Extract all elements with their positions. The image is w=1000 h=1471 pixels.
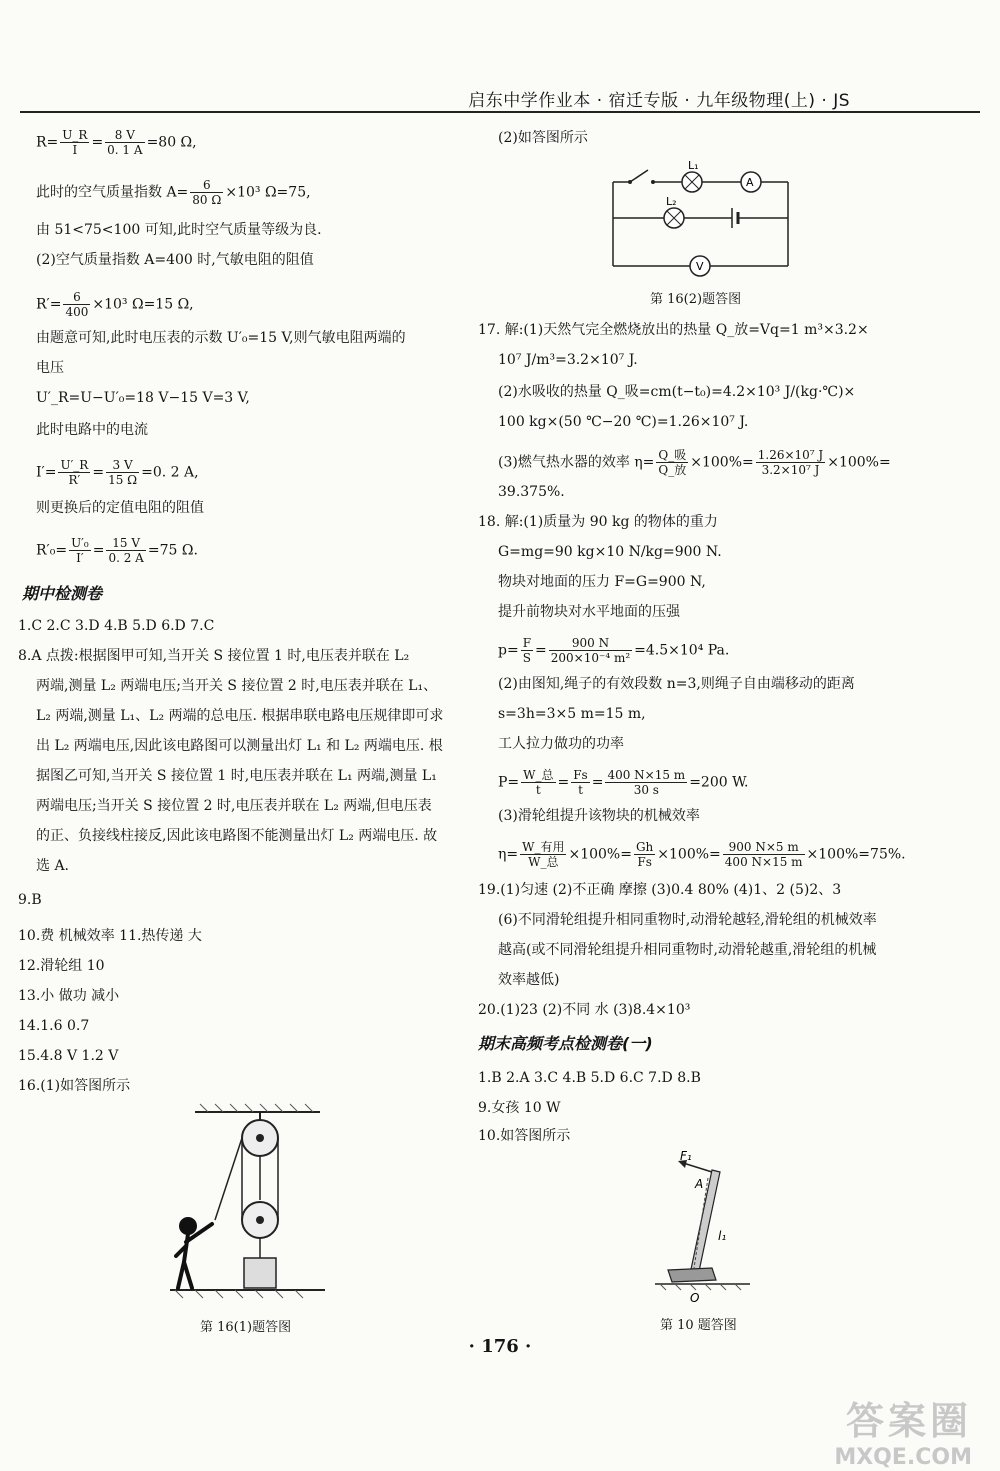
eq-text: I′= [36, 464, 57, 481]
text-line: 则更换后的定值电阻的阻值 [36, 500, 204, 516]
answer-line: 出 L₂ 两端电压,因此该电路图可以测量出灯 L₁ 和 L₂ 两端电压. 根 [36, 738, 443, 754]
eq-text: = [535, 642, 547, 659]
answer-line: 20.(1)23 (2)不同 水 (3)8.4×10³ [478, 1002, 691, 1018]
numerator: W_总 [523, 768, 554, 782]
eq-power [498, 768, 749, 797]
fraction [605, 768, 687, 797]
numerator: W_有用 [522, 840, 565, 854]
fraction [634, 840, 655, 869]
voltmeter [690, 256, 710, 276]
eq-text: ×10³ Ω=15 Ω, [92, 296, 194, 313]
denominator: 15 Ω [108, 473, 138, 487]
answer-line: (2)水吸收的热量 Q_吸=cm(t−t₀)=4.2×10³ J/(kg·℃)× [498, 384, 856, 400]
lever-figure [650, 1150, 760, 1310]
watermark-text: 答案圈 [845, 1399, 972, 1443]
answer-line: 17. 解:(1)天然气完全燃烧放出的热量 Q_放=Vq=1 m³×3.2× [478, 322, 869, 338]
eq-text: ×10³ Ω=75, [225, 184, 311, 201]
denominator: 0. 2 A [108, 551, 144, 565]
numerator: 1.26×10⁷ J [757, 448, 824, 462]
page-number: · 176 · [468, 1336, 532, 1357]
eq-text: ×100%= [568, 846, 632, 863]
fraction [69, 536, 91, 565]
fraction [521, 768, 555, 797]
eq-text: =200 W. [689, 774, 749, 791]
answer-line: 1.B 2.A 3.C 4.B 5.D 6.C 7.D 8.B [478, 1070, 701, 1086]
answer-line: L₂ 两端,测量 L₁、L₂ 两端的总电压. 根据串联电路电压规律即可求 [36, 708, 444, 724]
answer-line: 12.滑轮组 10 [18, 958, 105, 974]
denominator: S [522, 651, 531, 665]
numerator: 3 V [106, 458, 139, 473]
label-f1: F₁ [680, 1150, 692, 1163]
answer-line: 18. 解:(1)质量为 90 kg 的物体的重力 [478, 514, 718, 530]
eq-text: = [92, 542, 105, 559]
eq-text: = [557, 774, 570, 791]
denominator: I [72, 143, 78, 157]
circuit-diagram [608, 160, 798, 280]
eq-text: p= [498, 642, 519, 659]
answer-line: 的正、负接线柱接反,因此该电路图不能测量出灯 L₂ 两端电压. 故 [36, 828, 438, 844]
text-line: (2)空气质量指数 A=400 时,气敏电阻的阻值 [36, 252, 314, 268]
numerator: 900 N [549, 636, 632, 651]
header-rule [20, 111, 980, 113]
numerator: F [522, 636, 532, 650]
answer-line: 8.A 点拨:根据图甲可知,当开关 S 接位置 1 时,电压表并联在 L₂ [18, 648, 410, 664]
numerator: 400 N×15 m [607, 768, 686, 782]
hammer-head [668, 1268, 716, 1282]
answer-line: 提升前物块对水平地面的压强 [498, 604, 680, 620]
eq-efficiency [498, 448, 891, 477]
eq-text: =4.5×10⁴ Pa. [634, 642, 730, 659]
numerator: 6 [190, 178, 223, 193]
fraction [521, 636, 533, 665]
eq-pressure [498, 636, 729, 665]
answer-line: 15.4.8 V 1.2 V [18, 1048, 119, 1064]
text-line: 由题意可知,此时电压表的示数 U′₀=15 V,则气敏电阻两端的 [36, 330, 406, 346]
eq-text: R= [36, 134, 59, 151]
answer-line: (2)由图知,绳子的有效段数 n=3,则绳子自由端移动的距离 [498, 676, 855, 692]
watermark [762, 1390, 972, 1470]
answer-line: 9.B [18, 892, 42, 908]
denominator: 0. 1 A [107, 143, 143, 157]
eq-text: 此时的空气质量指数 A= [36, 184, 189, 201]
fraction [723, 840, 805, 869]
answer-line: 两端,测量 L₂ 两端电压;当开关 S 接位置 2 时,电压表并联在 L₁、 [36, 678, 438, 694]
fraction [105, 128, 144, 157]
numerator: U′₀ [71, 536, 89, 550]
ammeter [741, 172, 761, 192]
denominator: 30 s [633, 783, 659, 797]
battery [732, 208, 738, 228]
numerator: U_R [62, 128, 88, 142]
fraction [58, 458, 90, 487]
numerator: 900 N×5 m [723, 840, 805, 855]
fraction [756, 448, 825, 477]
label-l1: L₁ [688, 160, 699, 172]
lamp-l1 [682, 172, 702, 192]
denominator: 80 Ω [192, 193, 222, 207]
answer-line: 物块对地面的压力 F=G=900 N, [498, 574, 706, 590]
denominator: Fs [637, 855, 652, 869]
text-line: 电压 [36, 360, 64, 376]
eq-text: ×100%= [827, 454, 891, 471]
answer-line: G=mg=90 kg×10 N/kg=900 N. [498, 544, 722, 560]
fraction [106, 458, 139, 487]
eq-text: ×100%=75%. [806, 846, 906, 863]
figure-caption-16-2: 第 16(2)题答图 [650, 292, 742, 307]
denominator: R′ [68, 473, 81, 487]
fraction [60, 128, 89, 157]
answer-line: 10⁷ J/m³=3.2×10⁷ J. [498, 352, 638, 368]
answer-line: 效率越低) [498, 972, 560, 988]
voltmeter-label: V [696, 260, 704, 273]
text-line: 此时电路中的电流 [36, 422, 148, 438]
fraction [63, 290, 90, 319]
eq-text: = [591, 774, 604, 791]
answer-line: (3)滑轮组提升该物块的机械效率 [498, 808, 700, 824]
answer-line: 越高(或不同滑轮组提升相同重物时,动滑轮越重,滑轮组的机械 [498, 942, 877, 958]
pulley-figure [160, 1100, 330, 1320]
fraction [190, 178, 223, 207]
eq-current [36, 458, 199, 487]
denominator: t [535, 783, 541, 797]
label-l1-arm: l₁ [718, 1229, 727, 1243]
text-line: 由 51<75<100 可知,此时空气质量等级为良. [36, 222, 322, 238]
worker-figure [176, 1219, 212, 1288]
numerator: 8 V [105, 128, 144, 143]
eq-text: = [91, 134, 104, 151]
denominator: 400 N×15 m [724, 855, 803, 869]
eq-text: =0. 2 A, [141, 464, 199, 481]
answer-line: 19.(1)匀速 (2)不正确 摩擦 (3)0.4 80% (4)1、2 (5)2、3 [478, 882, 842, 898]
answer-line: 39.375%. [498, 484, 565, 500]
section-title-final: 期末高频考点检测卷(一) [478, 1034, 653, 1053]
eq-text: =80 Ω, [146, 134, 197, 151]
eq-text: =75 Ω. [147, 542, 198, 559]
page-header-title: 启东中学作业本 · 宿迁专版 · 九年级物理(上) · JS [468, 91, 850, 111]
eq-text: ×100%= [690, 454, 754, 471]
eq-text: R′₀= [36, 542, 68, 559]
eq-a [36, 178, 311, 207]
fraction [106, 536, 145, 565]
answer-line: 两端电压;当开关 S 接位置 2 时,电压表并联在 L₂ 两端,但电压表 [36, 798, 432, 814]
answer-line: 9.女孩 10 W [478, 1100, 561, 1116]
answer-line: s=3h=3×5 m=15 m, [498, 706, 646, 722]
eq-text: = [92, 464, 105, 481]
watermark-url: MXQE.COM [834, 1445, 972, 1470]
answer-line: 13.小 做功 减小 [18, 988, 120, 1004]
denominator: W_总 [528, 855, 559, 869]
answer-line: (6)不同滑轮组提升相同重物时,动滑轮越轻,滑轮组的机械效率 [498, 912, 877, 928]
denominator: Q_放 [658, 463, 687, 477]
answer-line: 1.C 2.C 3.D 4.B 5.D 6.D 7.C [18, 618, 215, 634]
numerator: Gh [635, 840, 654, 854]
eq-r [36, 128, 197, 157]
numerator: 15 V [106, 536, 145, 551]
denominator: 200×10⁻⁴ m² [550, 651, 631, 665]
eq-text: (3)燃气热水器的效率 η= [498, 454, 655, 471]
label-o: O [690, 1291, 700, 1305]
denominator: t [578, 783, 583, 797]
eq-r0 [36, 536, 198, 565]
denominator: 400 [65, 305, 89, 319]
answer-line: 100 kg×(50 ℃−20 ℃)=1.26×10⁷ J. [498, 414, 749, 430]
text-line: (2)如答图所示 [498, 130, 588, 146]
answer-line: 16.(1)如答图所示 [18, 1078, 131, 1094]
fraction [549, 636, 632, 665]
load-block [244, 1258, 276, 1288]
lamp-l2 [664, 208, 684, 228]
numerator: U′_R [60, 458, 89, 472]
text-line: U′_R=U−U′₀=18 V−15 V=3 V, [36, 390, 250, 406]
answer-line: 14.1.6 0.7 [18, 1018, 90, 1034]
figure-caption-16-1: 第 16(1)题答图 [200, 1320, 292, 1335]
eq-text: ×100%= [657, 846, 721, 863]
ammeter-label: A [746, 176, 754, 189]
fraction [656, 448, 688, 477]
fraction [571, 768, 589, 797]
fraction [520, 840, 566, 869]
answer-line: 10.如答图所示 [478, 1128, 571, 1144]
numerator: Q_吸 [658, 448, 687, 462]
figure-caption-10: 第 10 题答图 [660, 1318, 737, 1333]
answer-line: 10.费 机械效率 11.热传递 大 [18, 928, 202, 944]
eq-text: R′= [36, 296, 62, 313]
answer-line: 选 A. [36, 858, 70, 874]
answer-line: 据图乙可知,当开关 S 接位置 1 时,电压表并联在 L₁ 两端,测量 L₁ [36, 768, 437, 784]
denominator: 3.2×10⁷ J [761, 463, 820, 477]
numerator: Fs [573, 768, 588, 782]
eq-text: η= [498, 846, 519, 863]
label-l2: L₂ [666, 195, 677, 208]
eq-mech-efficiency [498, 840, 906, 869]
numerator: 6 [63, 290, 90, 305]
eq-r-prime [36, 290, 194, 319]
eq-text: P= [498, 774, 520, 791]
answer-line: 工人拉力做功的功率 [498, 736, 624, 752]
label-a: A [695, 1177, 704, 1191]
denominator: I′ [76, 551, 84, 565]
section-title-midterm: 期中检测卷 [22, 584, 103, 603]
